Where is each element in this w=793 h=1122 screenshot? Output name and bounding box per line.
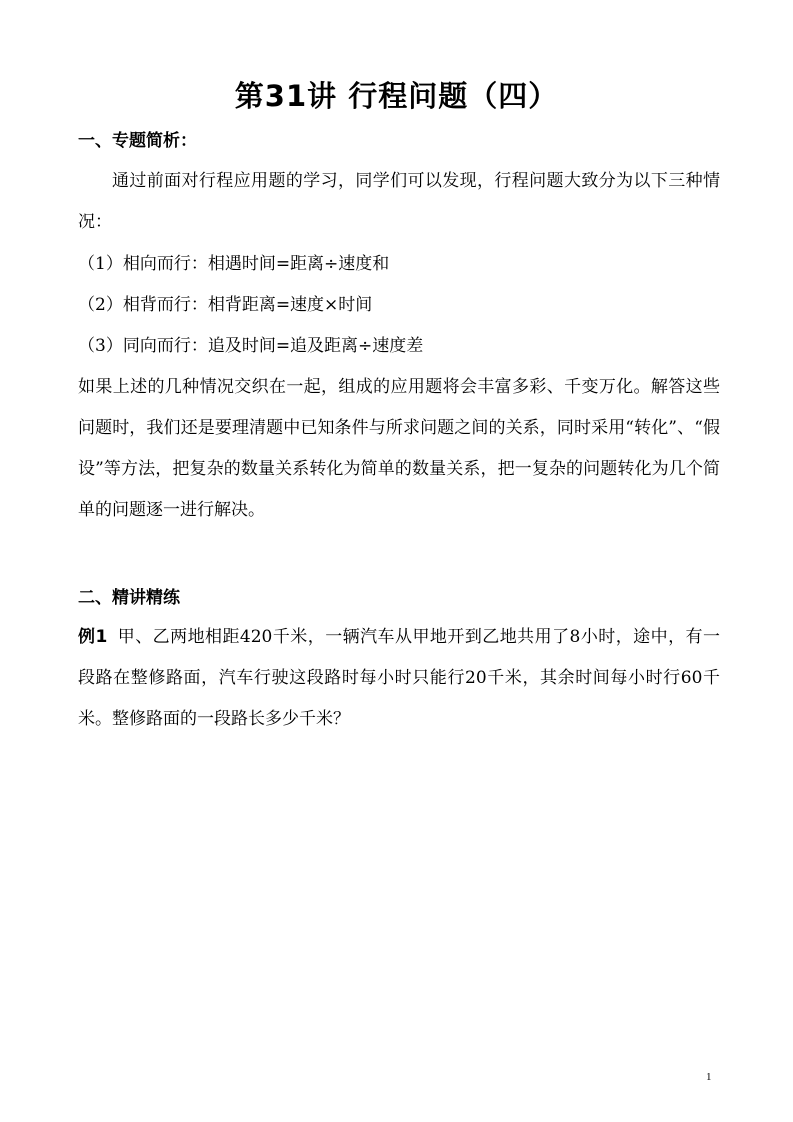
list-item-away: （2）相背而行：相背距离=速度×时间	[78, 295, 373, 315]
example-1-text: 甲、乙两地相距420千米，一辆汽车从甲地开到乙地共用了8小时，途中，有一段路在整修路面，汽车行驶这段路时每小时只能行20千米，其余时间每小时行60千米。整修路面的一段路长多少千米？	[78, 627, 720, 729]
section-heading-analysis: 一、专题简析：	[78, 131, 197, 151]
list-item-same: （3）同向而行：追及时间=追及距离÷速度差	[78, 336, 424, 356]
list-item-opposite: （1）相向而行：相遇时间=距离÷速度和	[78, 254, 390, 274]
section-heading-practice: 二、精讲精练	[78, 588, 180, 608]
summary-paragraph: 如果上述的几种情况交织在一起，组成的应用题将会丰富多彩、千变万化。解答这些问题时，我们还是要理清题中已知条件与所求问题之间的关系，同时采用“转化”、“假设”等方法，把复杂的数量关系转化为简单的数量关系，把一复杂的问题转化为几个简单的问题逐一进行解决。	[78, 377, 720, 520]
example-1	[78, 617, 720, 740]
intro-paragraph: 通过前面对行程应用题的学习，同学们可以发现，行程问题大致分为以下三种情况：	[78, 171, 720, 232]
example-1-label: 例1	[78, 627, 108, 647]
page-number: 1	[706, 1071, 712, 1083]
page-title: 第31讲 行程问题（四）	[234, 79, 559, 113]
